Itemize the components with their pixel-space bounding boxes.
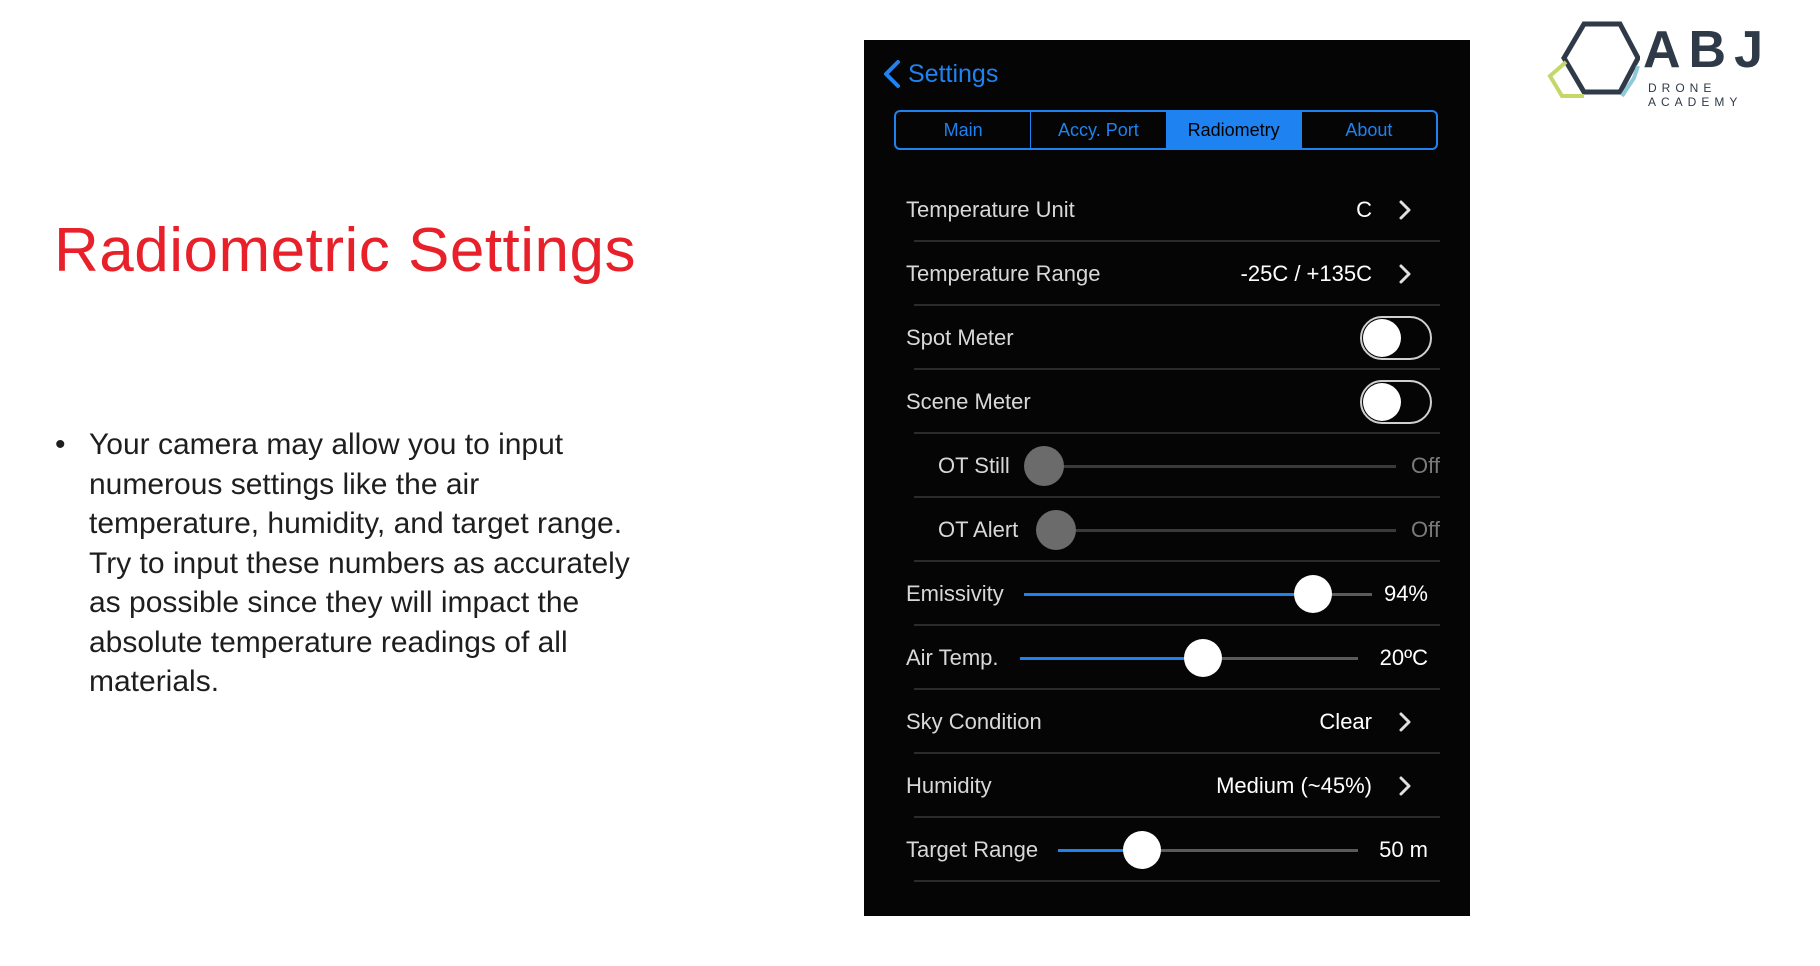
slider-knob[interactable]: [1123, 831, 1161, 869]
slider-value: 50 m: [1379, 837, 1428, 862]
row-value: C: [1356, 197, 1372, 222]
slider-value: Off: [1411, 517, 1440, 542]
scene-meter-toggle[interactable]: [1360, 380, 1432, 424]
slider-knob[interactable]: [1294, 575, 1332, 613]
row-label: Air Temp.: [906, 645, 999, 670]
bullet-list: [55, 425, 655, 702]
toggle-knob: [1363, 383, 1401, 421]
row-temperature-range[interactable]: [864, 242, 1470, 306]
row-label: OT Alert: [938, 517, 1019, 542]
emissivity-slider[interactable]: [1024, 593, 1372, 596]
row-spot-meter: [864, 306, 1470, 370]
slider-value: 20ºC: [1379, 645, 1428, 670]
slider-fill: [1024, 593, 1313, 596]
spot-meter-toggle[interactable]: [1360, 316, 1432, 360]
target-range-slider[interactable]: [1058, 849, 1358, 852]
settings-list: [864, 178, 1470, 882]
row-label: Temperature Unit: [906, 197, 1075, 222]
tab-about[interactable]: About: [1345, 119, 1393, 140]
row-value: Medium (~45%): [1216, 773, 1372, 798]
logo-subtitle: DRONE ACADEMY: [1648, 81, 1743, 109]
abj-logo: [1540, 18, 1810, 109]
row-ot-still: [864, 434, 1470, 498]
tab-radiometry[interactable]: Radiometry: [1167, 112, 1302, 148]
back-label: Settings: [908, 59, 999, 88]
row-target-range: [864, 818, 1470, 882]
row-label: Scene Meter: [906, 389, 1031, 414]
slider-knob[interactable]: [1036, 510, 1076, 550]
toggle-knob: [1363, 319, 1401, 357]
hexagon-logo-icon: [1540, 18, 1640, 100]
tab-main[interactable]: Main: [896, 112, 1031, 148]
chevron-right-icon: [1398, 711, 1412, 733]
chevron-right-icon: [1398, 263, 1412, 285]
row-label: Temperature Range: [906, 261, 1101, 286]
slider-knob[interactable]: [1184, 639, 1222, 677]
row-label: Sky Condition: [906, 709, 1042, 734]
chevron-right-icon: [1398, 775, 1412, 797]
chevron-left-icon: [882, 59, 902, 89]
slider-knob[interactable]: [1024, 446, 1064, 486]
row-label: Spot Meter: [906, 325, 1014, 350]
row-label: Humidity: [906, 773, 992, 798]
bullet-text: Your camera may allow you to input numerous settings like the air temperature, humidity, and target range. Try to input these numbers as accurately as possible since they will impact the absolute temperature readings of all materials.: [89, 428, 630, 698]
row-temperature-unit[interactable]: [864, 178, 1470, 242]
logo-text: ABJ: [1643, 21, 1772, 79]
row-sky-condition[interactable]: [864, 690, 1470, 754]
slide-title: Radiometric Settings: [54, 216, 637, 285]
row-air-temp: [864, 626, 1470, 690]
row-ot-alert: [864, 498, 1470, 562]
segmented-tabs: [894, 110, 1438, 150]
row-value: -25C / +135C: [1240, 261, 1372, 286]
slider-value: Off: [1411, 453, 1440, 478]
chevron-right-icon: [1398, 199, 1412, 221]
row-humidity[interactable]: [864, 754, 1470, 818]
tab-accy-port[interactable]: Accy. Port: [1031, 112, 1166, 148]
settings-panel: [864, 40, 1470, 916]
back-button[interactable]: [882, 50, 998, 98]
row-label: Emissivity: [906, 581, 1004, 606]
air-temp-slider[interactable]: [1020, 657, 1358, 660]
slider-value: 94%: [1383, 581, 1428, 606]
ot-still-slider[interactable]: [1044, 465, 1396, 468]
row-emissivity: [864, 562, 1470, 626]
slider-fill: [1020, 657, 1203, 660]
bullet-item: [55, 425, 655, 702]
bullet-marker: •: [55, 428, 66, 461]
row-scene-meter: [864, 370, 1470, 434]
ot-alert-slider[interactable]: [1056, 529, 1396, 532]
row-label: OT Still: [938, 453, 1010, 478]
row-label: Target Range: [906, 837, 1039, 862]
row-value: Clear: [1319, 709, 1372, 734]
